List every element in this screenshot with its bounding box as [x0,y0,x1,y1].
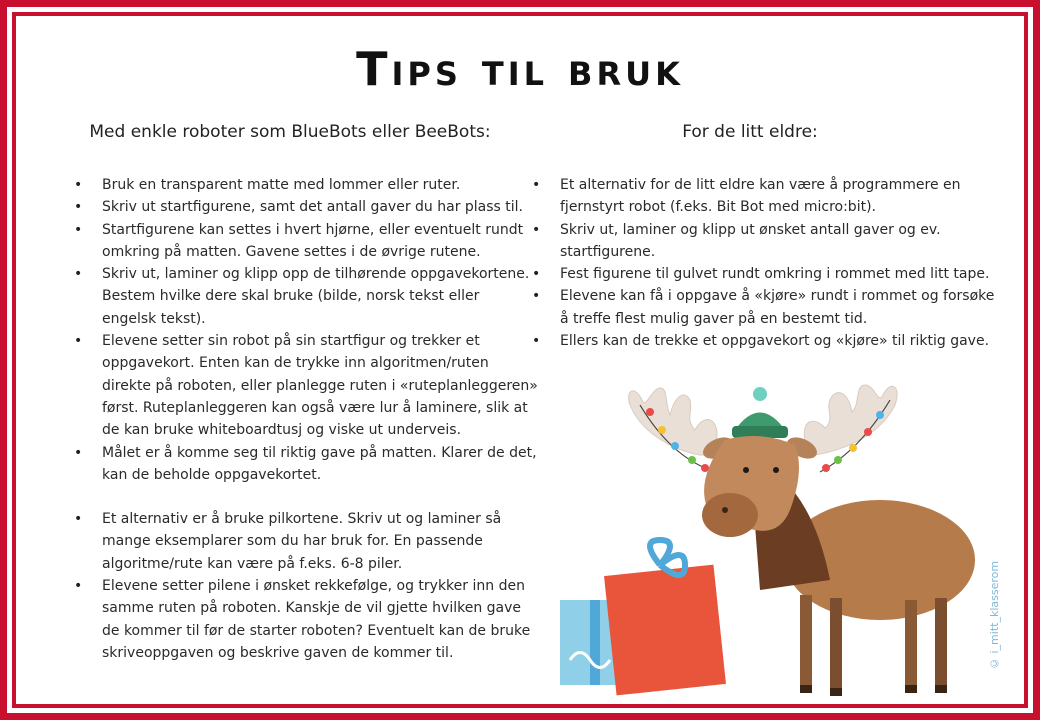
list-item: • Bruk en transparent matte med lommer eller ruter. [102,174,538,196]
list-item: • Ellers kan de trekke et oppgavekort og «kjøre» til riktig gave. [560,330,1000,352]
left-tips-list [74,174,538,664]
right-column-heading: For de litt eldre: [682,122,818,142]
left-column-heading: Med enkle roboter som BlueBots eller BeeBots: [89,122,491,142]
list-item: • Skriv ut startfigurene, samt det antall gaver du har plass til. [102,196,538,218]
watermark: © i_mitt_klasserom [988,560,1001,670]
list-item: • Fest figurene til gulvet rundt omkring i rommet med litt tape. [560,263,1000,285]
right-tips-list [532,174,1000,352]
list-item: • Elevene kan få i oppgave å «kjøre» rundt i rommet og forsøke å treffe flest mulig gaver på en bestemt tid. [560,285,1000,330]
red-gift-icon [604,565,726,696]
list-item: • Skriv ut, laminer og klipp ut ønsket antall gaver og ev. startfigurene. [560,219,1000,264]
list-item: • Målet er å komme seg til riktig gave på matten. Klarer de det, kan de beholde oppgavekortet. [102,442,538,487]
list-item: • Skriv ut, laminer og klipp opp de tilhørende oppgavekortene. Bestem hvilke dere skal bruke (bilde, norsk tekst eller engelsk tekst). [102,263,538,330]
right-antler-icon [804,385,897,455]
list-item: • Et alternativ er å bruke pilkortene. Skriv ut og laminer så mange eksemplarer som du har bruk for. En passende algoritme/rute kan være på f.eks. 6-8 piler. [102,508,538,575]
list-item: • Elevene setter pilene i ønsket rekkefølge, og trykker inn den samme ruten på roboten. Kanskje de vil gjette hvilken gave de kommer til før de starter roboten? Eventuelt kan de bruke skriveoppgaven og beskrive gaven de kommer til. [102,575,538,664]
moose-with-gifts-illustration [550,360,990,705]
list-item: • Startfigurene kan settes i hvert hjørne, eller eventuelt rundt omkring på matten. Gavene settes i de øvrige rutene. [102,219,538,264]
page-title: Tips til bruk [356,42,684,96]
list-item: • Et alternativ for de litt eldre kan være å programmere en fjernstyrt robot (f.eks. Bit Bot med micro:bit). [560,174,1000,219]
list-item: • Elevene setter sin robot på sin startfigur og trekker et oppgavekort. Enten kan de trykke inn algoritmen/ruten direkte på roboten, eller planlegge ruten i «ruteplanleggeren» først. Ruteplanleggeren kan også være lur å laminere, slik at de kan bruke whiteboardtusj og viske ut underveis. [102,330,538,441]
